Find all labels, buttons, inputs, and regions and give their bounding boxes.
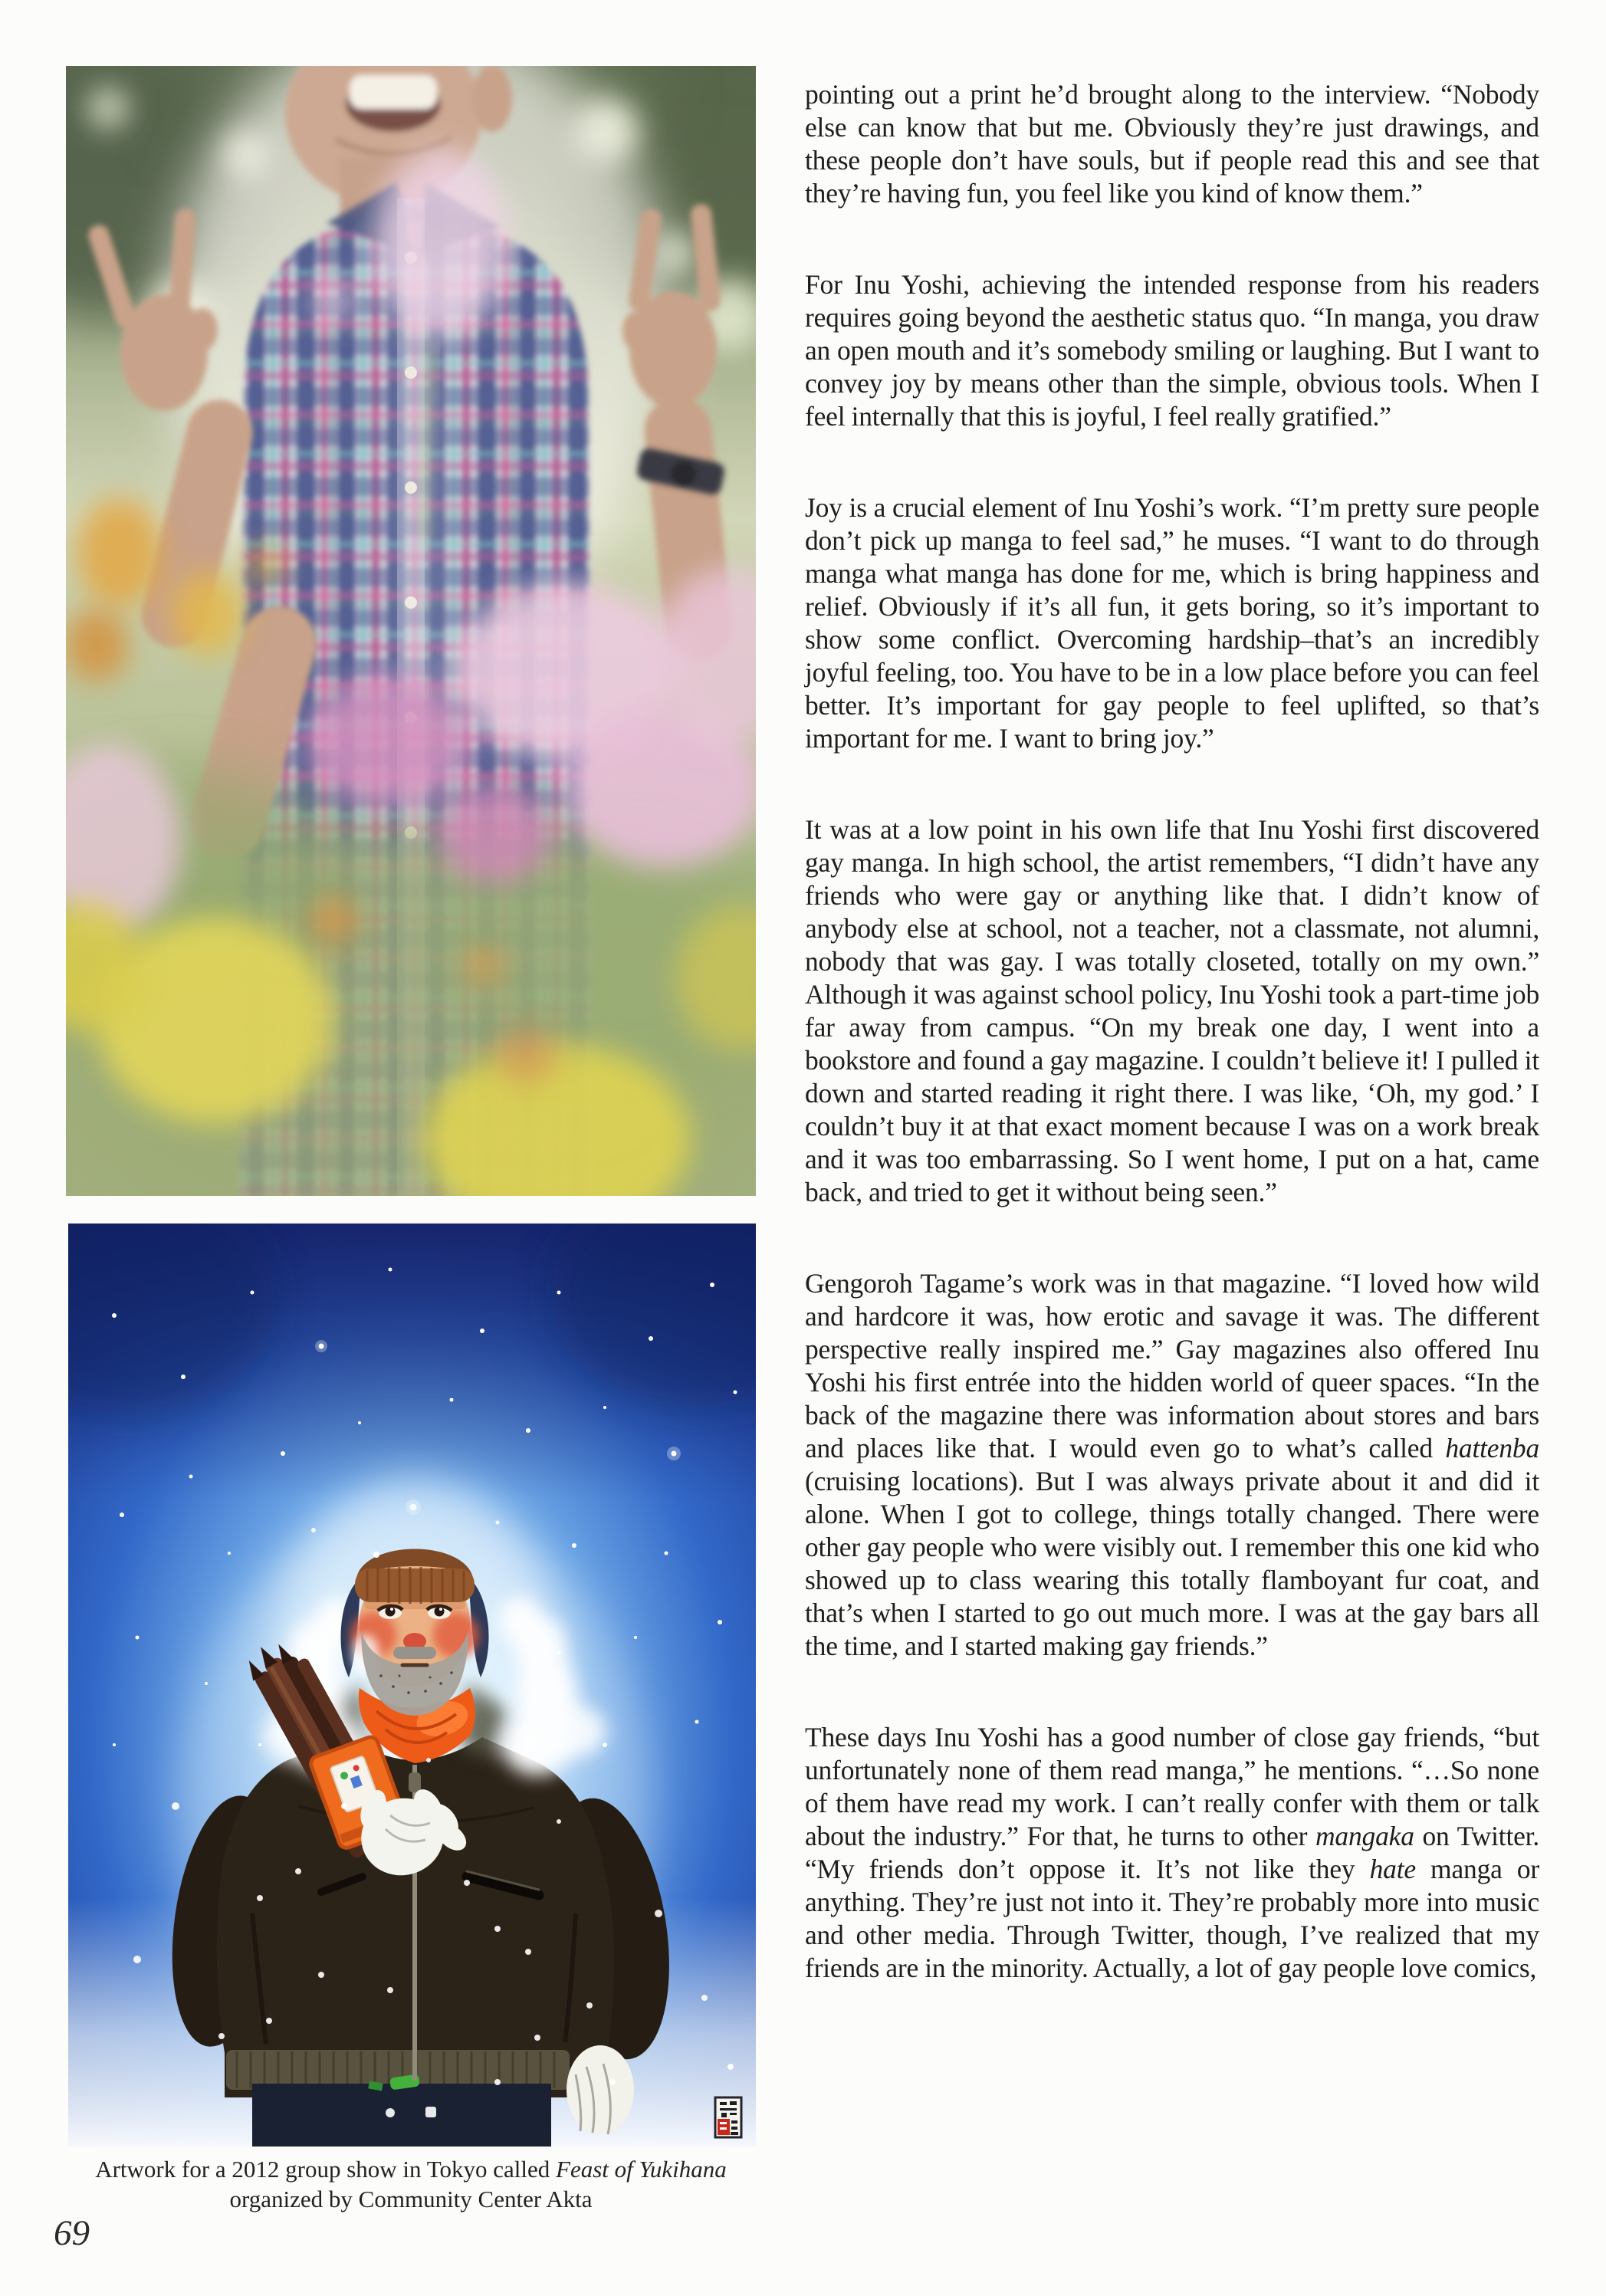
article-paragraph-6: These days Inu Yoshi has a good number of close gay friends, “but unfortunately none of them read manga,” he mentions. “…So none of them have read my work. I can’t really confer with them or talk about the industry.” For that, he turns to other mangaka on Twitter. “My friends don’t oppose it. It’s not like they hate manga or anything. They’re just not into it. They’re probably more into music and other media. Through Twitter, though, I’ve realized that my friends are in the minority. Actually, a lot of gay people love comics, — [805, 1722, 1539, 1983]
article-paragraph-2: For Inu Yoshi, achieving the intended response from his readers requires going beyond the aesthetic status quo. “In manga, you draw an open mouth and it’s somebody smiling or laughing. But I want to convey joy by means other than the simple, obvious tools. When I feel internally that this is joyful, I feel really gratified.” — [805, 269, 1539, 432]
page-number: 69 — [54, 2213, 90, 2253]
dark-pants — [252, 2084, 551, 2147]
article-paragraph-5: Gengoroh Tagame’s work was in that magazine. “I loved how wild and hardcore it was, how erotic and savage it was. The different perspective really inspired me.” Gay magazines also offered Inu Yoshi his first entrée into the hidden world of queer spaces. “In the back of the magazine there was information about stores and bars and places like that. I would even go to what’s called hattenba (cruising locations). But I was always private about it and did it alone. When I got to college, things totally changed. There were other gay people who were visibly out. I remember this one kid who showed up to class wearing this totally flamboyant fur coat, and that’s when I started to go out much more. I was at the gay bars all the time, and I started making gay friends.” — [805, 1268, 1539, 1661]
caption-line-2: organized by Community Center Akta — [229, 2186, 593, 2212]
article-paragraph-1: pointing out a print he’d brought along to the interview. “Nobody else can know that but me. Obviously they’re just drawings, and these people don’t have souls, but if people read this and see that they’re having fun, you feel like you kind of know them.” — [805, 79, 1539, 209]
illustration-caption — [66, 2154, 756, 2214]
illustration-winter-night — [68, 1224, 756, 2147]
artist-seal-stamp — [715, 2097, 741, 2137]
article-paragraph-4: It was at a low point in his own life that Inu Yoshi first discovered gay manga. In high school, the artist remembers, “I didn’t have any friends who were gay or anything like that. I didn’t know of anybody else at school, not a teacher, not a classmate, not alumni, nobody that was gay. I was totally closeted, totally on my own.” Although it was against school policy, Inu Yoshi took a part-time job far away from campus. “On my break one day, I went into a bookstore and found a gay magazine. I couldn’t believe it! I pulled it down and started reading it right there. I was like, ‘Oh, my god.’ I couldn’t buy it at that exact moment because I was on a work break and it was too embarrassing. So I went home, I put on a hat, came back, and tried to get it without being seen.” — [805, 814, 1539, 1207]
haze-overlay — [66, 66, 756, 1196]
caption-line-1: Artwork for a 2012 group show in Tokyo called Feast of Yukihana — [95, 2156, 727, 2183]
white-glove-right — [567, 2045, 634, 2134]
blush-right — [433, 1612, 479, 1658]
article-column — [805, 78, 1539, 1985]
photo-man-peace-signs — [66, 66, 756, 1196]
photo-figure — [66, 66, 756, 1196]
article-paragraph-3: Joy is a crucial element of Inu Yoshi’s work. “I’m pretty sure people don’t pick up manga to feel sad,” he muses. “I want to do through manga what manga has done for me, which is bring happiness and relief. Obviously if it’s all fun, it gets boring, so it’s important to show some conflict. Overcoming hardship–that’s an incredibly joyful feeling, too. You have to be in a low place before you can feel better. It’s important for gay people to feel uplifted, so that’s important for me. I want to bring joy.” — [805, 492, 1539, 754]
illustration-figure — [68, 1224, 756, 2147]
